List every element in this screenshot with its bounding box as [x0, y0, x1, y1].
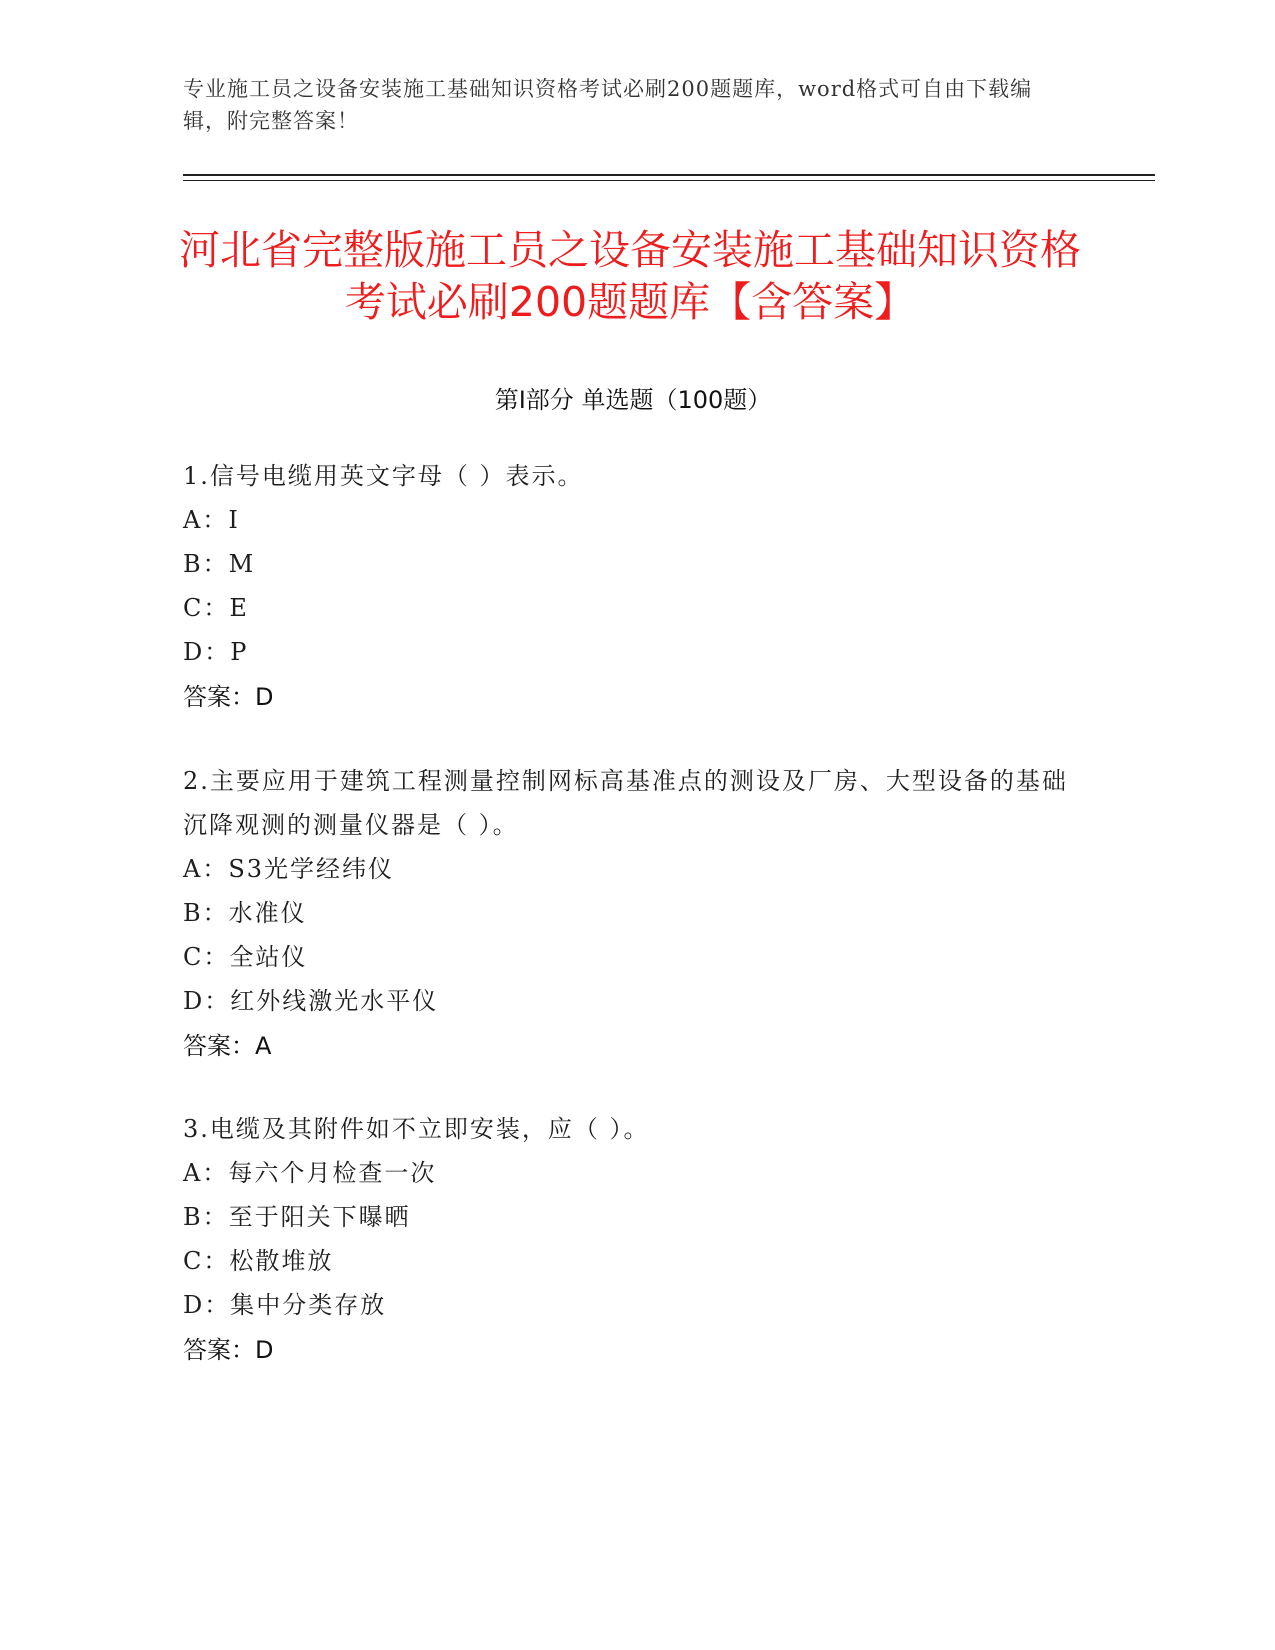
question-text: 3.电缆及其附件如不立即安装，应（ ）。 — [183, 1115, 650, 1143]
answer-line: 答案：D — [183, 1336, 274, 1364]
header-divider-thin — [183, 180, 1155, 181]
option-a: A：S3光学经纬仪 — [183, 855, 395, 883]
option-d: D：集中分类存放 — [183, 1291, 387, 1319]
option-a: A：I — [183, 506, 240, 534]
option-c: C：E — [183, 594, 249, 622]
option-b: B：至于阳关下曝晒 — [183, 1203, 411, 1231]
option-d: D：红外线激光水平仪 — [183, 987, 439, 1015]
question-text: 2.主要应用于建筑工程测量控制网标高基准点的测设及厂房、大型设备的基础沉降观测的测量仪器是（ ）。 — [183, 767, 1068, 839]
option-c: C：松散堆放 — [183, 1247, 334, 1275]
option-b: B：水准仪 — [183, 899, 307, 927]
part-heading: 第I部分 单选题（100题） — [494, 386, 772, 414]
option-d: D：P — [183, 638, 249, 666]
answer-line: 答案：A — [183, 1032, 272, 1060]
header-divider-thick — [183, 174, 1155, 176]
option-c: C：全站仪 — [183, 943, 308, 971]
option-a: A：每六个月检查一次 — [183, 1159, 437, 1187]
question-1 — [183, 454, 1083, 720]
question-text: 1.信号电缆用英文字母（ ）表示。 — [183, 462, 584, 490]
answer-line: 答案：D — [183, 683, 274, 711]
document-title: 河北省完整版施工员之设备安装施工基础知识资格考试必刷200题题库【含答案】 — [179, 226, 1081, 326]
header-note: 专业施工员之设备安装施工基础知识资格考试必刷200题题库，word格式可自由下载编辑，附完整答案！ — [183, 77, 1033, 133]
question-2 — [183, 759, 1083, 1069]
option-b: B：M — [183, 550, 256, 578]
question-3 — [183, 1107, 1083, 1373]
